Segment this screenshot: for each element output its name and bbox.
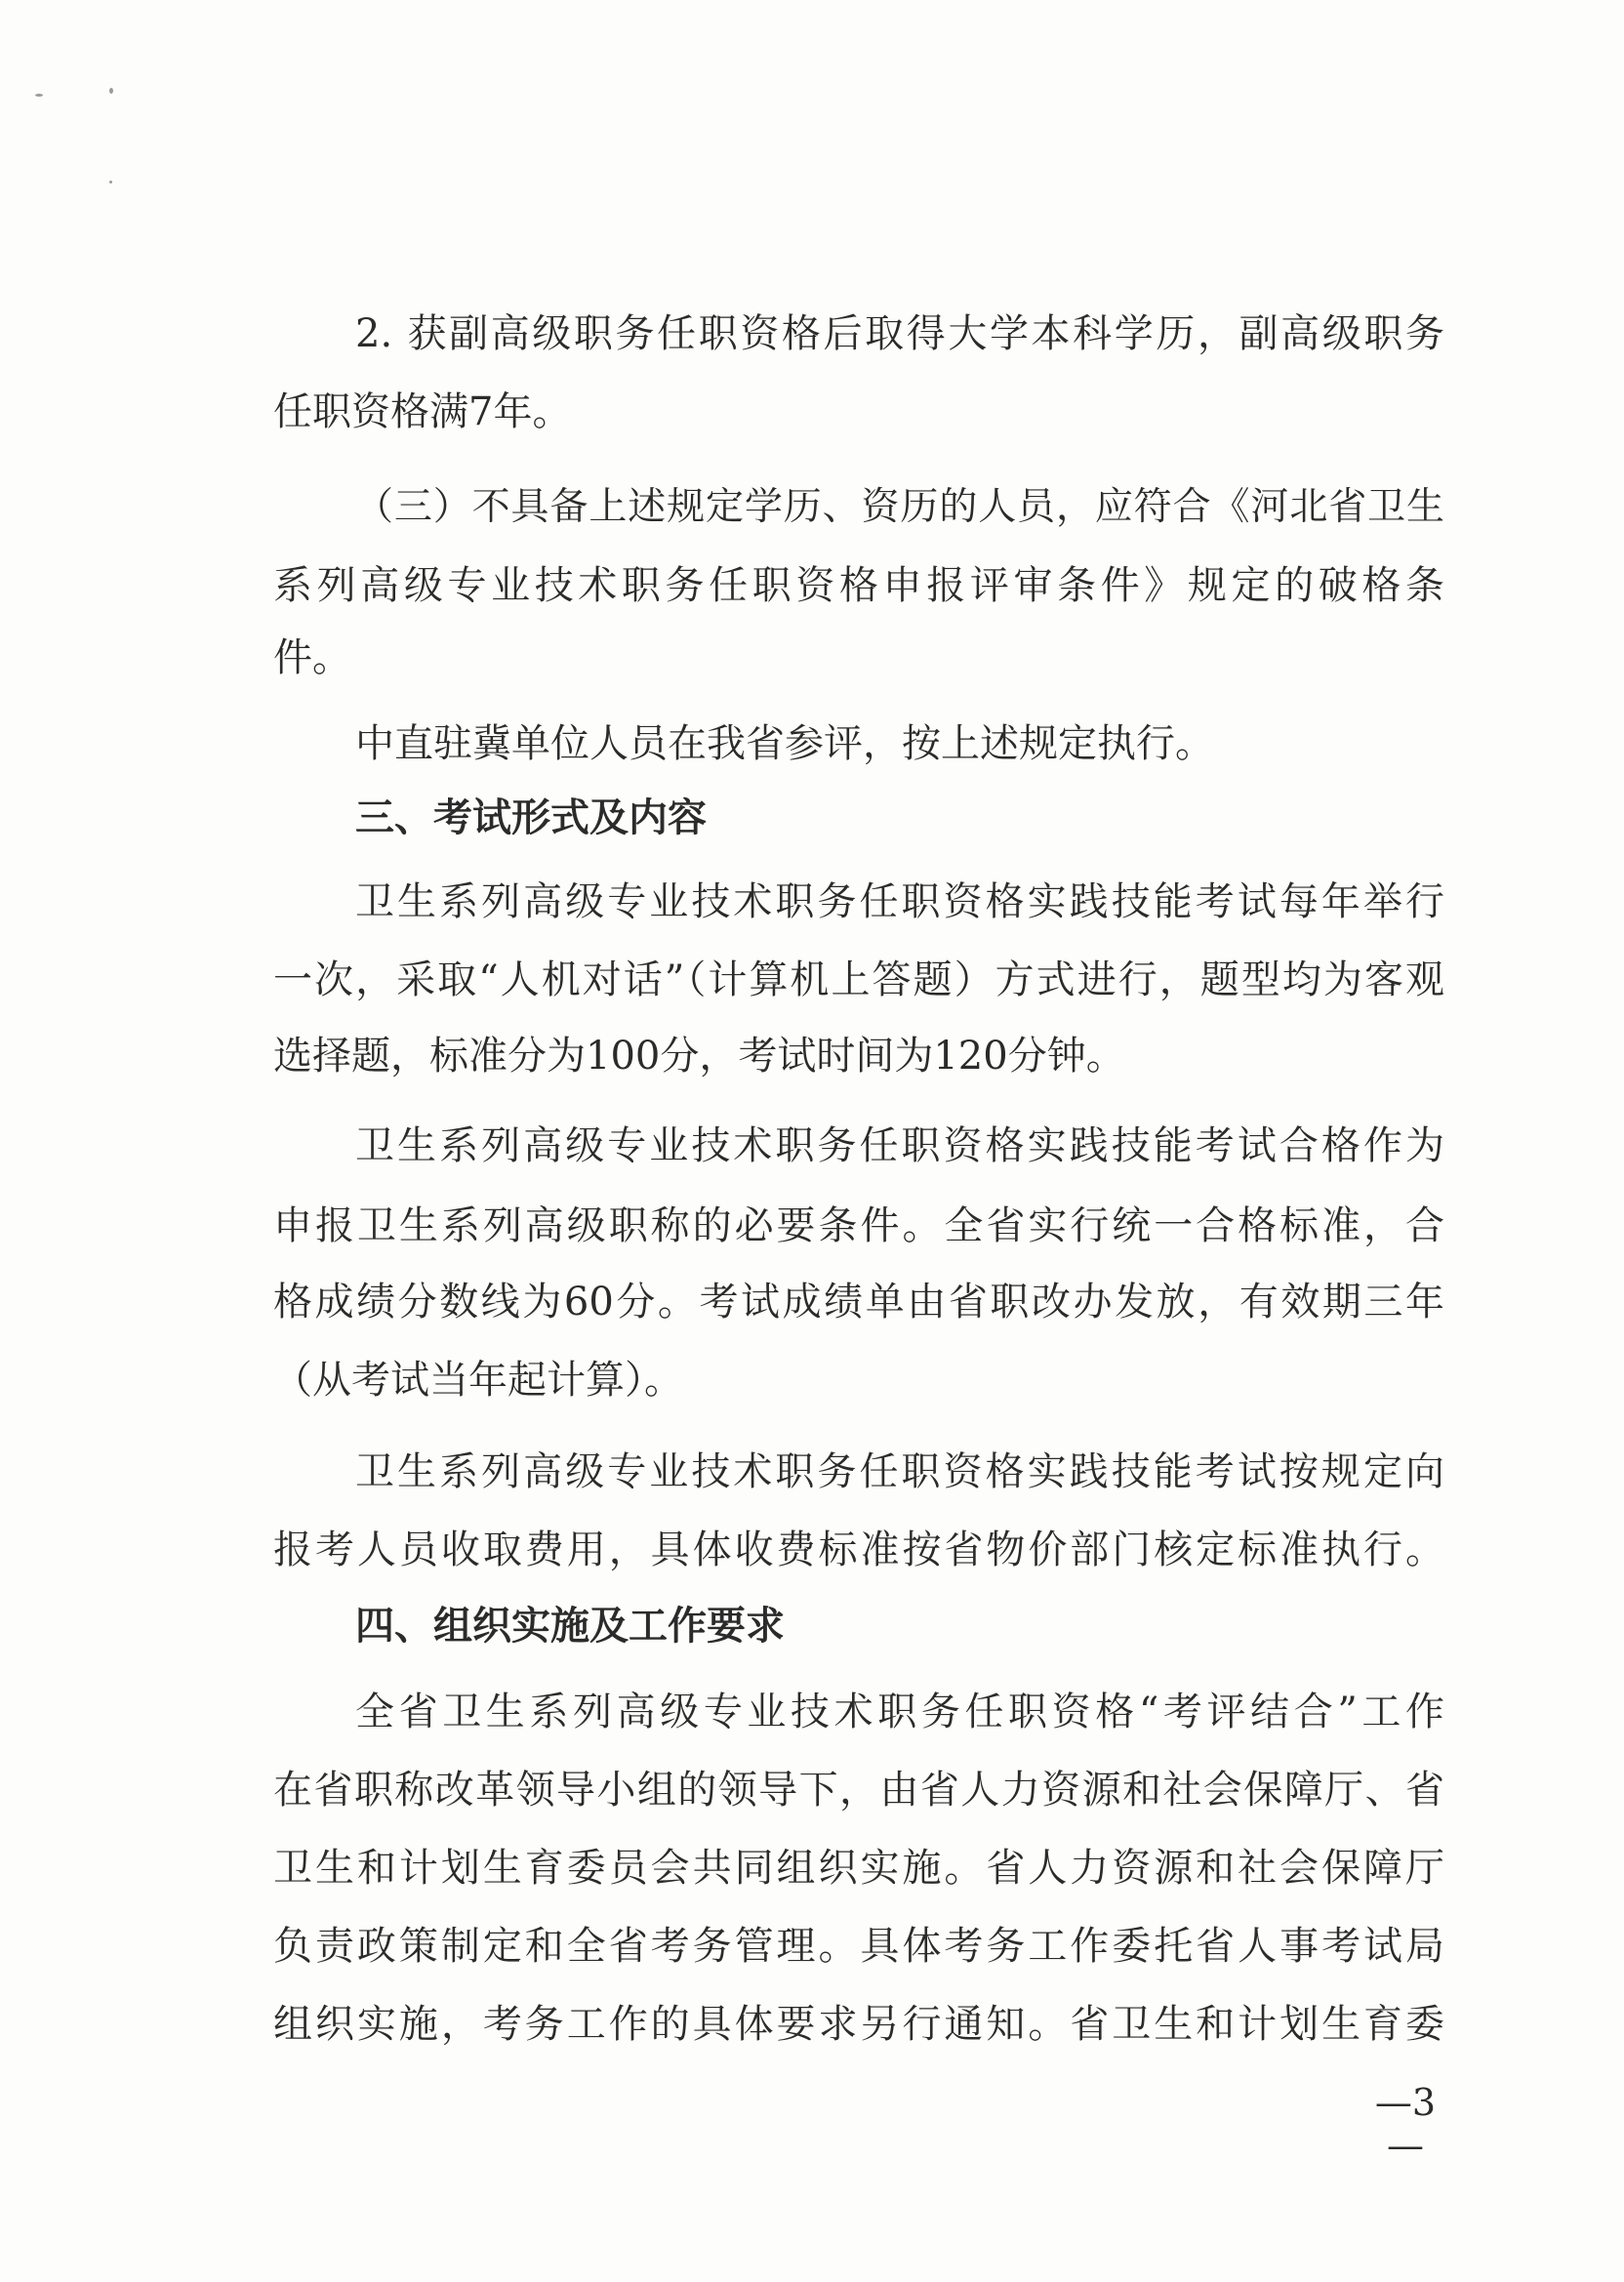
paragraph-line: 报考人员收取费用，具体收费标准按省物价部门核定标准执行。 (273, 1528, 1444, 1572)
paragraph-line: 卫生系列高级专业技术职务任职资格实践技能考试合格作为 (355, 1123, 1444, 1168)
paragraph-line: 件。 (273, 635, 351, 680)
paragraph-line: 在省职称改革领导小组的领导下，由省人力资源和社会保障厅、省 (273, 1768, 1444, 1813)
paragraph-line: 格成绩分数线为60分。考试成绩单由省职改办发放，有效期三年 (273, 1280, 1444, 1324)
paragraph-line: 卫生系列高级专业技术职务任职资格实践技能考试每年举行 (355, 879, 1444, 924)
paragraph-line: 全省卫生系列高级专业技术职务任职资格“考评结合”工作 (355, 1690, 1444, 1734)
paragraph-line: 系列高级专业技术职务任职资格申报评审条件》规定的破格条 (273, 563, 1444, 608)
section-heading: 三、考试形式及内容 (355, 795, 707, 840)
paragraph-line: 卫生和计划生育委员会共同组织实施。省人力资源和社会保障厅 (273, 1846, 1444, 1891)
paragraph-line: （三）不具备上述规定学历、资历的人员，应符合《河北省卫生 (355, 485, 1444, 529)
paragraph-line: 卫生系列高级专业技术职务任职资格实践技能考试按规定向 (355, 1449, 1444, 1494)
page-number: —3— (1374, 2081, 1437, 2167)
paragraph-line: 组织实施，考务工作的具体要求另行通知。省卫生和计划生育委 (273, 2002, 1444, 2047)
paragraph-line: 申报卫生系列高级职称的必要条件。全省实行统一合格标准，合 (273, 1203, 1444, 1248)
scan-speck (35, 94, 43, 97)
paragraph-line: （从考试当年起计算）。 (273, 1358, 683, 1403)
paragraph-line: 选择题，标准分为100分，考试时间为120分钟。 (273, 1034, 1125, 1079)
paragraph-line: 负责政策制定和全省考务管理。具体考务工作委托省人事考试局 (273, 1924, 1444, 1969)
paragraph-line: 任职资格满7年。 (273, 389, 572, 434)
paragraph-line: 2. 获副高级职务任职资格后取得大学本科学历，副高级职务 (355, 311, 1444, 356)
section-heading: 四、组织实施及工作要求 (355, 1604, 785, 1649)
paragraph-line: 一次，采取“人机对话”（计算机上答题）方式进行，题型均为客观 (273, 958, 1444, 1002)
scan-speck (109, 181, 112, 183)
scan-speck (109, 88, 113, 94)
paragraph-line: 中直驻冀单位人员在我省参评，按上述规定执行。 (355, 721, 1214, 766)
